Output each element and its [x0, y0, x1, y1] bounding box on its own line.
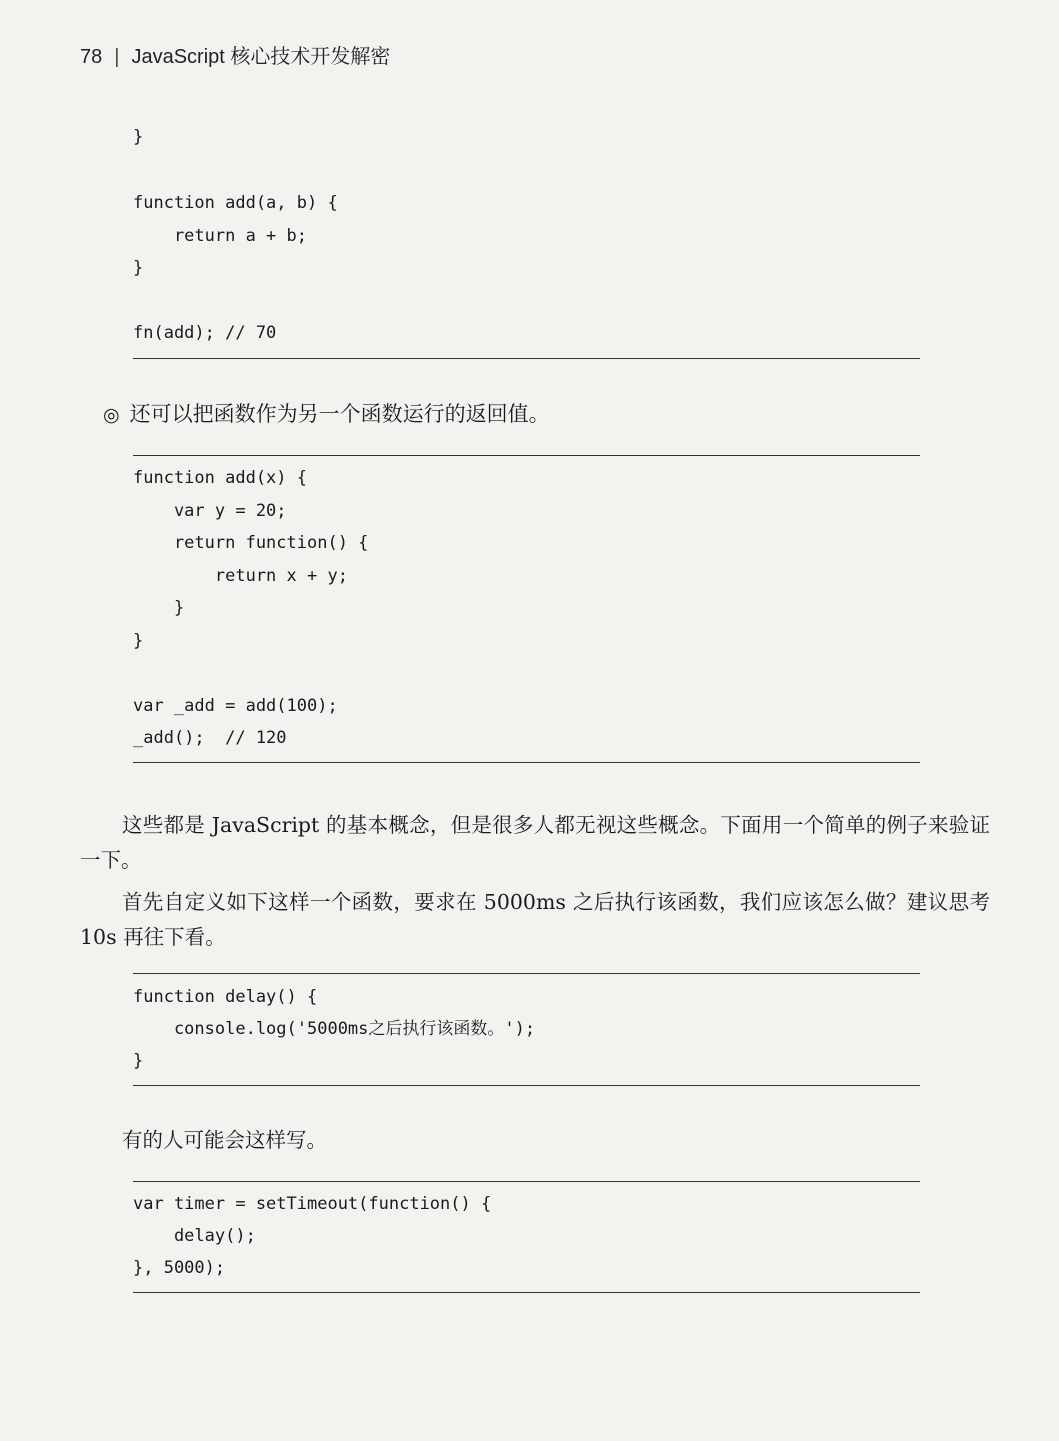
- code-block-rule: [133, 973, 920, 974]
- code-line: delay();: [133, 1226, 256, 1246]
- header-separator: |: [114, 46, 120, 68]
- code-block-rule: [133, 455, 920, 456]
- code-line: return x + y;: [133, 566, 348, 586]
- code-line: return a + b;: [133, 226, 307, 246]
- code-block-rule: [133, 1292, 920, 1293]
- code-line: _add(); // 120: [133, 728, 287, 748]
- code-line: fn(add); // 70: [133, 323, 277, 343]
- bullet-text: 还可以把函数作为另一个函数运行的返回值。: [129, 402, 550, 426]
- code-line: }: [133, 258, 144, 278]
- code-line: }: [133, 127, 144, 147]
- code-block-rule: [133, 762, 920, 763]
- code-block-rule: [133, 1181, 920, 1182]
- code-line: var timer = setTimeout(function() {: [133, 1194, 492, 1214]
- bullet-item: [103, 400, 550, 429]
- paragraph: 首先自定义如下这样一个函数，要求在 5000ms 之后执行该函数，我们应该怎么做？建议思考 10s 再往下看。: [80, 890, 990, 949]
- code-line: console.log('5000ms之后执行该函数。');: [133, 1019, 536, 1039]
- code-line: }, 5000);: [133, 1258, 226, 1278]
- paragraph: 这些都是 JavaScript 的基本概念，但是很多人都无视这些概念。下面用一个简单的例子来验证一下。: [80, 813, 990, 872]
- code-line: }: [133, 598, 185, 618]
- code-block-rule: [133, 1085, 920, 1086]
- code-line: }: [133, 631, 144, 651]
- page-header: [80, 40, 390, 69]
- code-line: var _add = add(100);: [133, 696, 338, 716]
- page-number: 78: [80, 46, 103, 68]
- code-line: function add(a, b) {: [133, 193, 338, 213]
- book-title: JavaScript 核心技术开发解密: [131, 46, 391, 68]
- code-block-rule: [133, 358, 920, 359]
- paragraph: 有的人可能会这样写。: [122, 1128, 327, 1152]
- code-line: function delay() {: [133, 987, 318, 1007]
- bullet-symbol: ◎: [103, 404, 120, 426]
- code-line: function add(x) {: [133, 468, 307, 488]
- code-line: return function() {: [133, 533, 369, 553]
- code-line: }: [133, 1051, 144, 1071]
- code-line: var y = 20;: [133, 501, 287, 521]
